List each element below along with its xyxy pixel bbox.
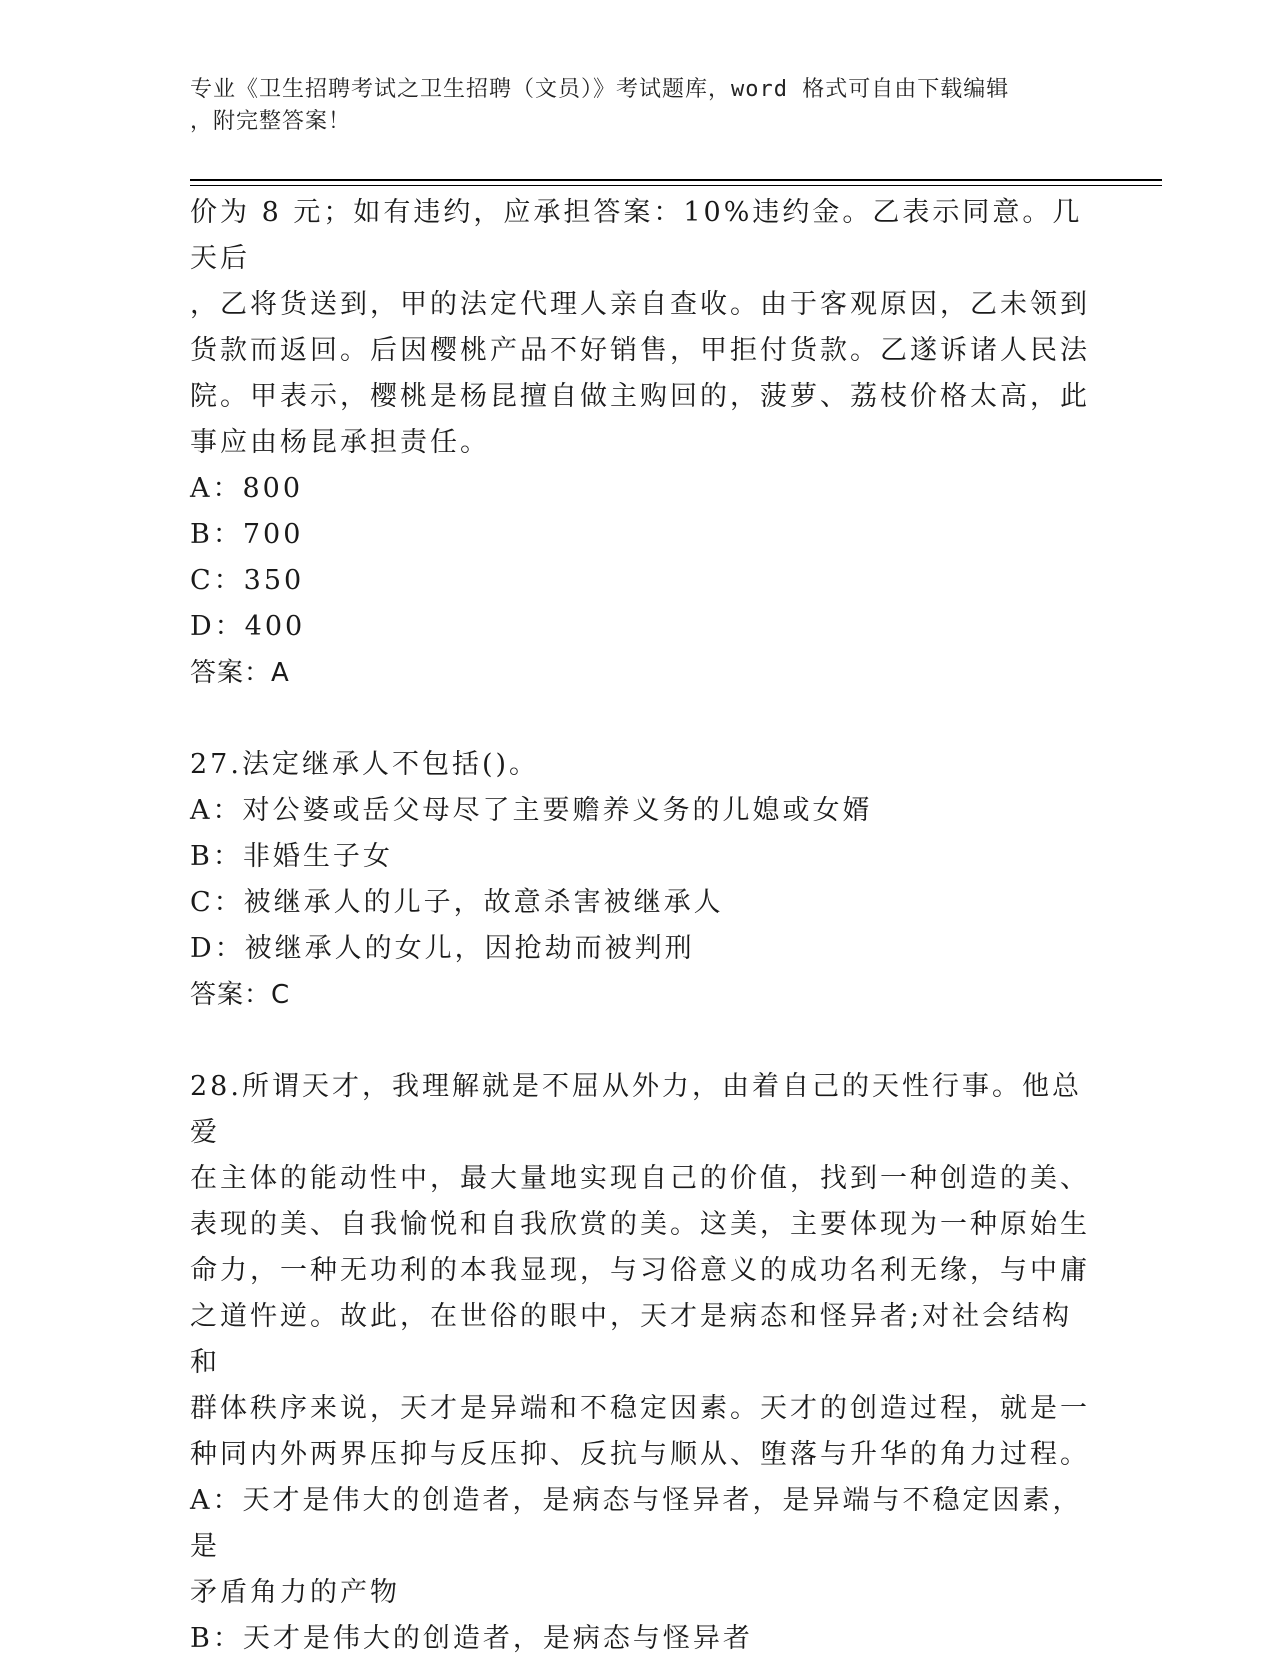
question-text-line: 28.所谓天才，我理解就是不屈从外力，由着自己的天性行事。他总爱 [190,1071,1082,1148]
question-text-line: 表现的美、自我愉悦和自我欣赏的美。这美，主要体现为一种原始生 [190,1209,1090,1240]
question-text-line: 命力，一种无功利的本我显现，与习俗意义的成功名利无缘，与中庸 [190,1255,1090,1286]
document-body [190,190,1090,1662]
header-divider-thick [190,179,1162,181]
header-line-2: ，附完整答案！ [190,109,352,134]
option-c: C：被继承人的儿子，故意杀害被继承人 [190,887,724,918]
option-c: C：350 [190,565,305,596]
spacer [190,1018,1090,1064]
option-a: A：对公婆或岳父母尽了主要赡养义务的儿媳或女婿 [190,795,873,826]
question-text-line: 院。甲表示，樱桃是杨昆擅自做主购回的，菠萝、荔枝价格太高，此 [190,381,1090,412]
header-divider-thin [190,185,1162,186]
option-a: A：天才是伟大的创造者，是病态与怪异者，是异端与不稳定因素，是 [190,1485,1083,1562]
option-a: A：800 [190,473,304,504]
question-text-line: ，乙将货送到，甲的法定代理人亲自查收。由于客观原因，乙未领到 [190,289,1090,320]
question-26 [190,190,1090,696]
option-b: B：非婚生子女 [190,841,393,872]
answer-label: 答案：A [190,658,290,688]
header-line-1: 专业《卫生招聘考试之卫生招聘（文员）》考试题库，word 格式可自由下载编辑 [190,77,1010,102]
option-b: B：700 [190,519,304,550]
question-28 [190,1064,1090,1662]
page-header [190,74,1090,138]
option-a-continuation: 矛盾角力的产物 [190,1577,400,1608]
question-text-line: 在主体的能动性中，最大量地实现自己的价值，找到一种创造的美、 [190,1163,1090,1194]
question-27 [190,742,1090,1018]
question-stem: 27.法定继承人不包括()。 [190,749,540,780]
question-text-line: 群体秩序来说，天才是异端和不稳定因素。天才的创造过程，就是一 [190,1393,1090,1424]
question-text-line: 货款而返回。后因樱桃产品不好销售，甲拒付货款。乙遂诉诸人民法 [190,335,1090,366]
spacer [190,696,1090,742]
option-d: D：400 [190,611,306,642]
option-b: B：天才是伟大的创造者，是病态与怪异者 [190,1623,753,1654]
question-text-line: 之道忤逆。故此，在世俗的眼中，天才是病态和怪异者;对社会结构和 [190,1301,1073,1378]
answer-label: 答案：C [190,980,291,1010]
question-text-line: 事应由杨昆承担责任。 [190,427,490,458]
question-text-line: 价为 8 元；如有违约，应承担答案：10%违约金。乙表示同意。几天后 [190,197,1083,274]
question-text-line: 种同内外两界压抑与反压抑、反抗与顺从、堕落与升华的角力过程。 [190,1439,1090,1470]
option-d: D：被继承人的女儿，因抢劫而被判刑 [190,933,695,964]
